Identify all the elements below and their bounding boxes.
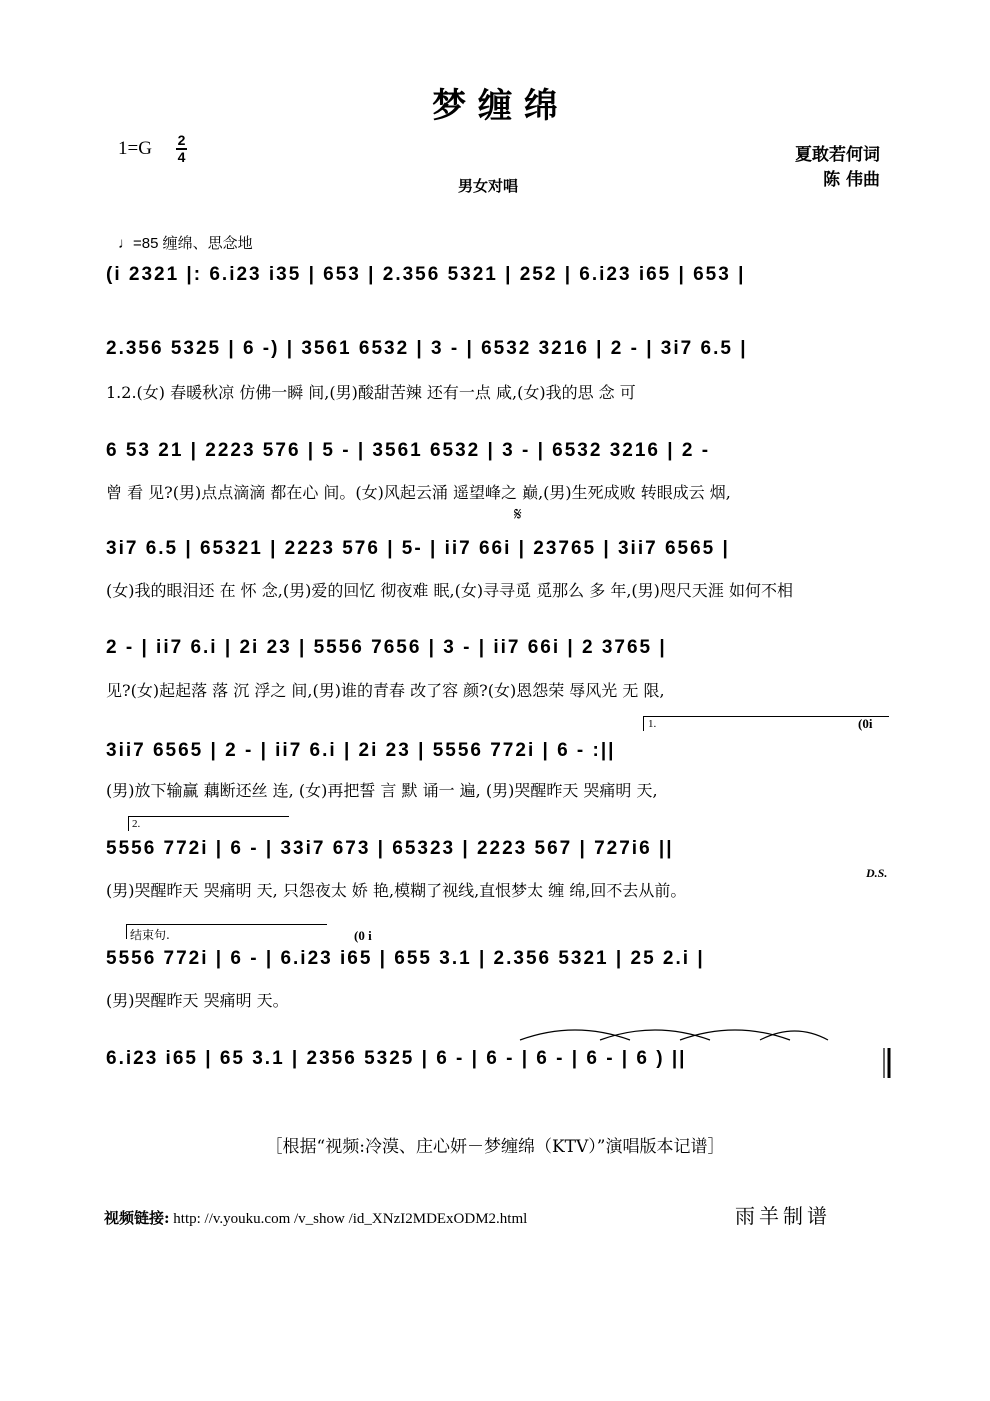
subtitle: 男女对唱 [458,177,519,195]
video-link-url[interactable]: http: //v.youku.com /v_show /id_XNzI2MDExODM2.html [173,1211,528,1227]
volta-2-label: 2. [132,818,141,830]
lyric-line-3: 曾 看 见?(男)点点滴滴 都在心 间。(女)风起云涌 遥望峰之 巅,(男)生死成败 转眼成云 烟, [106,483,731,502]
tempo-marking: ♩=85 缠绵、思念地 [118,235,253,252]
segno-mark: 𝄋 [514,504,522,524]
volta-1-label: 1. [648,718,657,730]
meter-top: 2 [177,132,186,148]
video-link [104,1207,527,1228]
score-line-4: 3i7 6.5 | 65321 | 2223 576 | 5- | ii7 66i | 23765 | 3ii7 6565 | [106,538,730,559]
lyric-line-8: (男)哭醒昨天 哭痛明 天。 [106,991,289,1010]
lyricist: 夏敢若何词 [795,145,880,165]
ds-mark: D.S. [866,866,888,880]
lyric-line-4: (女)我的眼泪还 在 怀 念,(男)爱的回忆 彻夜难 眠,(女)寻寻觅 觅那么 多 年,(男)咫尺天涯 如何不相 [106,581,793,600]
score-line-5: 2 - | ii7 6.i | 2i 23 | 5556 7656 | 3 - | ii7 66i | 2 3765 | [106,637,667,658]
transcription-note: ［根据“视频:冷漠、庄心妍－梦缠绵（KTV）”演唱版本记谱］ [265,1137,725,1157]
lyric-line-2: 1.2.(女) 春暖秋凉 仿佛一瞬 间,(男)酸甜苦辣 还有一点 咸,(女)我的思 念 可 [106,383,636,402]
lyric-line-5: 见?(女)起起落 落 沉 浮之 间,(男)谁的青春 改了容 颜?(女)恩怨荣 辱风光 无 限, [106,681,665,700]
score-line-8: 5556 772i | 6 - | 6.i23 i65 | 655 3.1 | 2.356 5321 | 25 2.i | [106,948,705,969]
transcriber-seal: 雨羊制谱 [735,1204,831,1228]
ending-label: 结束句. [130,928,170,942]
score-line-1: (i 2321 |: 6.i23 i35 | 653 | 2.356 5321 | 252 | 6.i23 i65 | 653 | [106,264,746,285]
composer: 陈 伟曲 [823,170,880,190]
lyric-line-7: (男)哭醒昨天 哭痛明 天, 只怨夜太 娇 艳,模糊了视线,直恨梦太 缠 绵,回不去从前。 [106,881,687,900]
score-line-7: 5556 772i | 6 - | 33i7 673 | 65323 | 2223 567 | 727i6 || [106,838,674,859]
page-title: 梦 缠 绵 [432,86,558,126]
score-line-9: 6.i23 i65 | 65 3.1 | 2356 5325 | 6 - | 6 - | 6 - | 6 - | 6 ) || [106,1048,687,1069]
score-line-6: 3ii7 6565 | 2 - | ii7 6.i | 2i 23 | 5556 772i | 6 - :|| [106,740,616,761]
ending-pickup: (0 i [354,928,372,943]
key-signature: 1=G [118,138,152,159]
meter-bottom: 4 [177,149,186,165]
lyric-line-6: (男)放下输赢 藕断还丝 连, (女)再把誓 言 默 诵一 遍, (男)哭醒昨天 哭痛明 天, [106,781,658,800]
score-line-3: 6 53 21 | 2223 576 | 5 - | 3561 6532 | 3 - | 6532 3216 | 2 - [106,440,711,461]
score-line-2: 2.356 5325 | 6 -) | 3561 6532 | 3 - | 6532 3216 | 2 - | 3i7 6.5 | [106,338,748,359]
video-link-label: 视频链接: [104,1209,170,1227]
first-ending-pickup: (0i [858,716,873,731]
